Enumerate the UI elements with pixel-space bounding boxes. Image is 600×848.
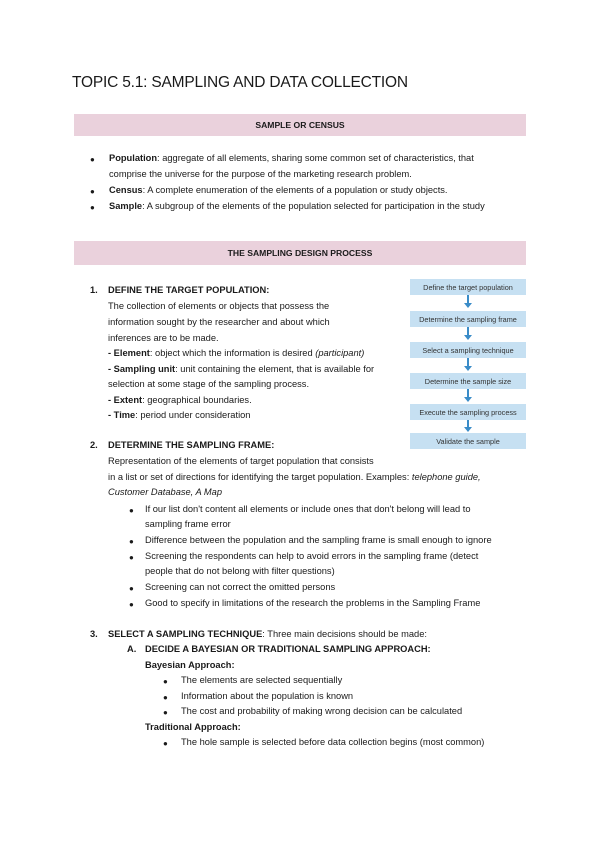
step3-number: 3.	[90, 629, 98, 639]
census-definition: Census: A complete enumeration of the elements of a population or study objects.	[109, 185, 448, 195]
bullet-dot: ●	[163, 693, 168, 702]
step2-title: DETERMINE THE SAMPLING FRAME:	[108, 440, 275, 450]
bullet-dot: ●	[90, 155, 95, 164]
sample-definition: Sample: A subgroup of the elements of the population selected for participation in the study	[109, 201, 485, 211]
bullet-dot: ●	[163, 708, 168, 717]
step1-title: DEFINE THE TARGET POPULATION:	[108, 285, 270, 295]
flow-arrow-head	[464, 335, 472, 340]
flow-step-validate-sample: Validate the sample	[410, 433, 526, 449]
sampling-unit-definition: - Sampling unit: unit containing the element, that is available for	[108, 364, 375, 374]
bullet-dot: ●	[90, 203, 95, 212]
frame-note: Difference between the population and the sampling frame is small enough to ignore	[145, 535, 492, 545]
bayesian-point: The elements are selected sequentially	[181, 675, 343, 685]
flow-arrow-head	[464, 303, 472, 308]
step1-number: 1.	[90, 285, 98, 295]
flow-step-sampling-frame: Determine the sampling frame	[410, 311, 526, 327]
element-definition: - Element: object which the information is desired (participant)	[108, 348, 365, 358]
section-header-sampling-design-process: THE SAMPLING DESIGN PROCESS	[74, 241, 526, 265]
frame-note: Screening can not correct the omitted persons	[145, 582, 336, 592]
step1-text: The collection of elements or objects that possess the	[108, 301, 330, 311]
population-definition: Population: aggregate of all elements, sharing some common set of characteristics, that	[109, 153, 474, 163]
flow-step-define-population: Define the target population	[410, 279, 526, 295]
section-header-sample-or-census: SAMPLE OR CENSUS	[74, 114, 526, 136]
bullet-dot: ●	[129, 600, 134, 609]
flow-step-sample-size: Determine the sample size	[410, 373, 526, 389]
bullet-dot: ●	[163, 739, 168, 748]
frame-note: Good to specify in limitations of the research the problems in the Sampling Frame	[145, 598, 481, 608]
bullet-dot: ●	[90, 187, 95, 196]
bayesian-label: Bayesian Approach:	[145, 660, 235, 670]
bullet-dot: ●	[129, 537, 134, 546]
bayesian-point: The cost and probability of making wrong decision can be calculated	[181, 706, 463, 716]
frame-note: Screening the respondents can help to avoid errors in the sampling frame (detect	[145, 551, 479, 561]
extent-definition: - Extent: geographical boundaries.	[108, 395, 252, 405]
step2-text: Customer Database, A Map	[108, 487, 223, 497]
population-definition-cont: comprise the universe for the purpose of the marketing research problem.	[109, 169, 412, 179]
step1-text: inferences are to be made.	[108, 333, 219, 343]
flow-arrow-head	[464, 397, 472, 402]
traditional-point: The hole sample is selected before data collection begins (most common)	[181, 737, 485, 747]
step3-title: SELECT A SAMPLING TECHNIQUE: Three main decisions should be made:	[108, 629, 427, 639]
bullet-dot: ●	[129, 553, 134, 562]
bayesian-point: Information about the population is known	[181, 691, 354, 701]
frame-note-cont: sampling frame error	[145, 519, 231, 529]
substep-a-letter: A.	[127, 644, 137, 654]
sampling-unit-definition-cont: selection at some stage of the sampling process.	[108, 379, 310, 389]
flow-arrow-head	[464, 366, 472, 371]
substep-a-title: DECIDE A BAYESIAN OR TRADITIONAL SAMPLING APPROACH:	[145, 644, 431, 654]
frame-note: If our list don't content all elements or include ones that don't belong will lead to	[145, 504, 471, 514]
step2-text: in a list or set of directions for identifying the target population. Examples: telephone guide,	[108, 472, 481, 482]
flow-arrow-head	[464, 427, 472, 432]
step2-number: 2.	[90, 440, 98, 450]
bullet-dot: ●	[129, 506, 134, 515]
step1-text: information sought by the researcher and about which	[108, 317, 330, 327]
frame-note-cont: people that do not belong with filter questions)	[145, 566, 335, 576]
bullet-dot: ●	[129, 584, 134, 593]
page-title: TOPIC 5.1: SAMPLING AND DATA COLLECTION	[72, 74, 408, 91]
time-definition: - Time: period under consideration	[108, 410, 251, 420]
flow-step-execute-sampling: Execute the sampling process	[410, 404, 526, 420]
flow-step-sampling-technique: Select a sampling technique	[410, 342, 526, 358]
bullet-dot: ●	[163, 677, 168, 686]
step2-text: Representation of the elements of target population that consists	[108, 456, 374, 466]
traditional-label: Traditional Approach:	[145, 722, 241, 732]
